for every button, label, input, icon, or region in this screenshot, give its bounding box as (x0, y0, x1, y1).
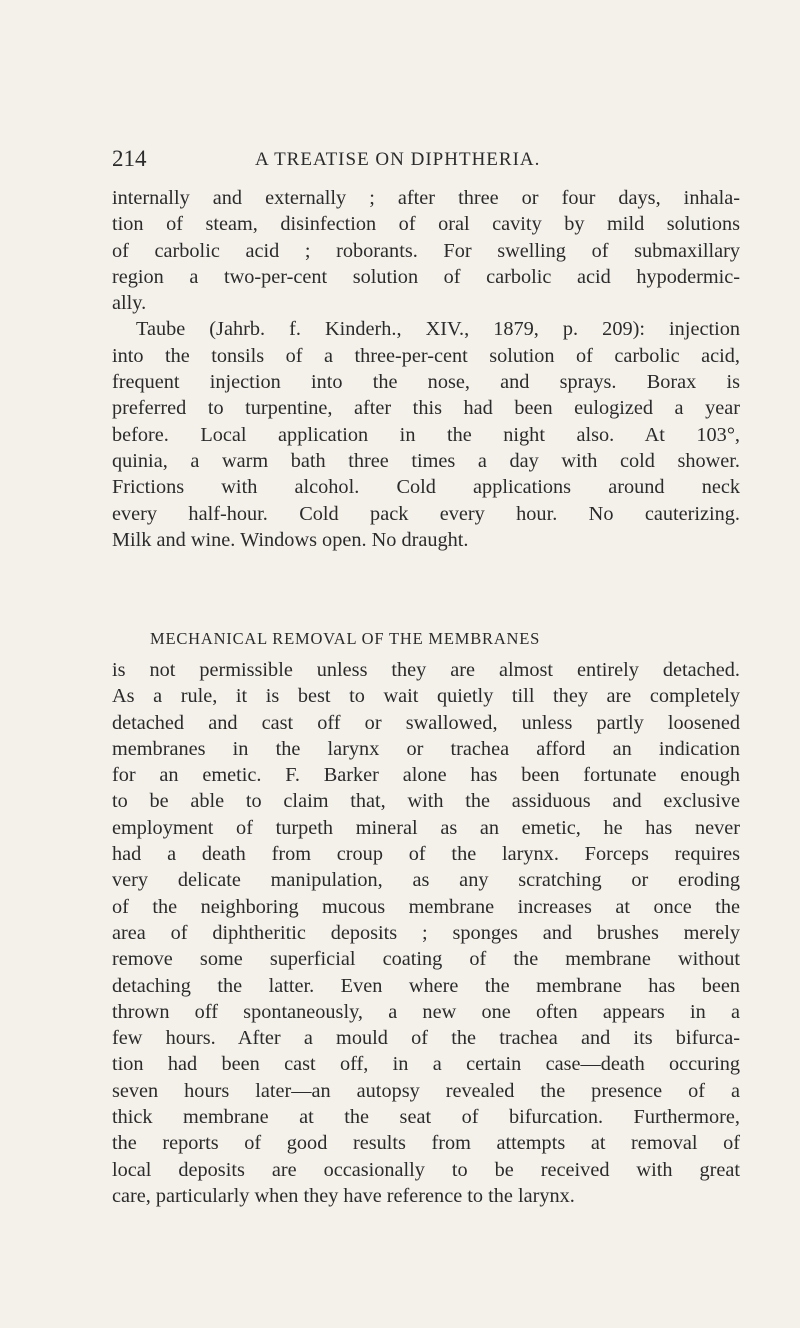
text-line: Frictions with alcohol. Cold applications around neck (112, 476, 740, 499)
text-line: As a rule, it is best to wait quietly till they are completely (112, 685, 740, 708)
text-line: very delicate manipulation, as any scratching or eroding (112, 869, 740, 892)
text-line: had a death from croup of the larynx. Forceps requires (112, 843, 740, 866)
text-line: frequent injection into the nose, and sprays. Borax is (112, 371, 740, 394)
text-line: to be able to claim that, with the assiduous and exclusive (112, 790, 740, 813)
text-line: few hours. After a mould of the trachea and its bifurca- (112, 1027, 740, 1050)
text-line: detached and cast off or swallowed, unless partly loosened (112, 711, 740, 734)
text-line: preferred to turpentine, after this had been eulogized a year (112, 397, 740, 420)
text-line: the reports of good results from attempts at removal of (112, 1132, 740, 1155)
text-line: membranes in the larynx or trachea afford an indication (112, 737, 740, 760)
text-line: ally. (112, 292, 147, 315)
text-line: thick membrane at the seat of bifurcation. Furthermore, (112, 1106, 740, 1129)
text-line: detaching the latter. Even where the membrane has been (112, 974, 740, 997)
text-line: of the neighboring mucous membrane increases at once the (112, 895, 740, 918)
text-line: seven hours later—an autopsy revealed the presence of a (112, 1079, 740, 1102)
running-head (112, 146, 712, 176)
running-title: A TREATISE ON DIPHTHERIA. (255, 149, 541, 170)
text-line: every half-hour. Cold pack every hour. No cauterizing. (112, 502, 740, 525)
text-line: Taube (Jahrb. f. Kinderh., XIV., 1879, p. 209): injection (136, 318, 740, 341)
text-line: remove some superficial coating of the membrane without (112, 948, 740, 971)
text-line: for an emetic. F. Barker alone has been fortunate enough (112, 764, 740, 787)
text-line: tion of steam, disinfection of oral cavity by mild solutions (112, 213, 740, 236)
text-line: care, particularly when they have reference to the larynx. (112, 1184, 575, 1207)
section-heading: MECHANICAL REMOVAL OF THE MEMBRANES (150, 629, 541, 648)
page-number: 214 (112, 146, 147, 171)
text-line: before. Local application in the night also. At 103°, (112, 423, 740, 446)
text-line: thrown off spontaneously, a new one often appears in a (112, 1000, 740, 1023)
text-line: quinia, a warm bath three times a day with cold shower. (112, 449, 740, 472)
body-text-upper (112, 185, 740, 553)
text-line: into the tonsils of a three-per-cent solution of carbolic acid, (112, 344, 740, 367)
text-line: Milk and wine. Windows open. No draught. (112, 528, 469, 551)
body-text-lower (112, 657, 740, 1209)
text-line: area of diphtheritic deposits ; sponges and brushes merely (112, 921, 740, 944)
text-line: tion had been cast off, in a certain case—death occuring (112, 1053, 740, 1076)
text-line: employment of turpeth mineral as an emetic, he has never (112, 816, 740, 839)
text-line: local deposits are occasionally to be received with great (112, 1158, 740, 1181)
text-line: is not permissible unless they are almost entirely detached. (112, 659, 740, 681)
text-line: region a two-per-cent solution of carbolic acid hypodermic- (112, 265, 740, 288)
text-line: internally and externally ; after three or four days, inhala- (112, 187, 740, 209)
text-line: of carbolic acid ; roborants. For swelling of submaxillary (112, 239, 740, 262)
